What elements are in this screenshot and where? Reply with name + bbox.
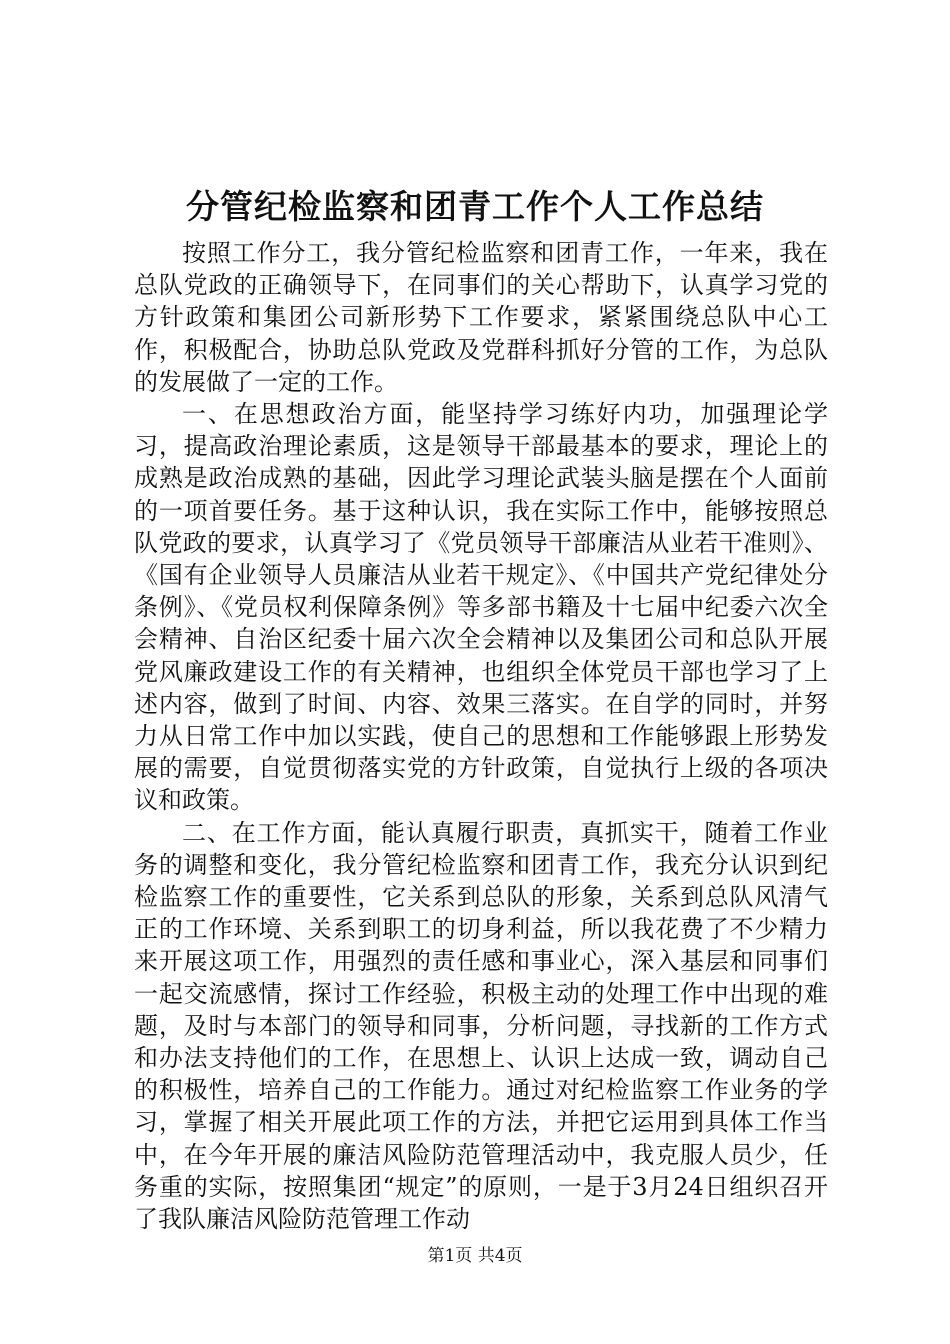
paragraph-political: 一、在思想政治方面，能坚持学习练好内功，加强理论学习，提高政治理论素质，这是领导干部最基本的要求，理论上的成熟是政治成熟的基础，因此学习理论武装头脑是摆在个人面前的一项首要任务。基于这种认识，我在实际工作中，能够按照总队党政的要求，认真学习了《党员领导干部廉洁从业若干准则》、《国有企业领导人员廉洁从业若干规定》、《中国共产党纪律处分条例》、《党员权利保障条例》等多部书籍及十七届中纪委六次全会精神、自治区纪委十届六次全会精神以及集团公司和总队开展党风廉政建设工作的有关精神，也组织全体党员干部也学习了上述内容，做到了时间、内容、效果三落实。在自学的同时，并努力从日常工作中加以实践，使自己的思想和工作能够跟上形势发展的需要，自觉贯彻落实党的方针政策，自觉执行上级的各项决议和政策。 [134, 400, 828, 815]
document-title: 分管纪检监察和团青工作个人工作总结 [186, 187, 764, 226]
paragraph-work: 二、在工作方面，能认真履行职责，真抓实干，随着工作业务的调整和变化，我分管纪检监察和团青工作，我充分认识到纪检监察工作的重要性，它关系到总队的形象，关系到总队风清气正的工作环境、关系到职工的切身利益，所以我花费了不少精力来开展这项工作，用强烈的责任感和事业心，深入基层和同事们一起交流感情，探讨工作经验，积极主动的处理工作中出现的难题，及时与本部门的领导和同事，分析问题，寻找新的工作方式和办法支持他们的工作，在思想上、认识上达成一致，调动自己的积极性，培养自己的工作能力。通过对纪检监察工作业务的学习，掌握了相关开展此项工作的方法，并把它运用到具体工作当中，在今年开展的廉洁风险防范管理活动中，我克服人员少，任务重的实际，按照集团“规定”的原则，一是于3月24日组织召开了我队廉洁风险防范管理工作动 [134, 818, 828, 1234]
page-number-footer: 第1页 共4页 [427, 1246, 523, 1266]
document-body [134, 237, 828, 1235]
paragraph-intro: 按照工作分工，我分管纪检监察和团青工作，一年来，我在总队党政的正确领导下，在同事们的关心帮助下，认真学习党的方针政策和集团公司新形势下工作要求，紧紧围绕总队中心工作，积极配合，协助总队党政及党群科抓好分管的工作，为总队的发展做了一定的工作。 [134, 239, 828, 396]
